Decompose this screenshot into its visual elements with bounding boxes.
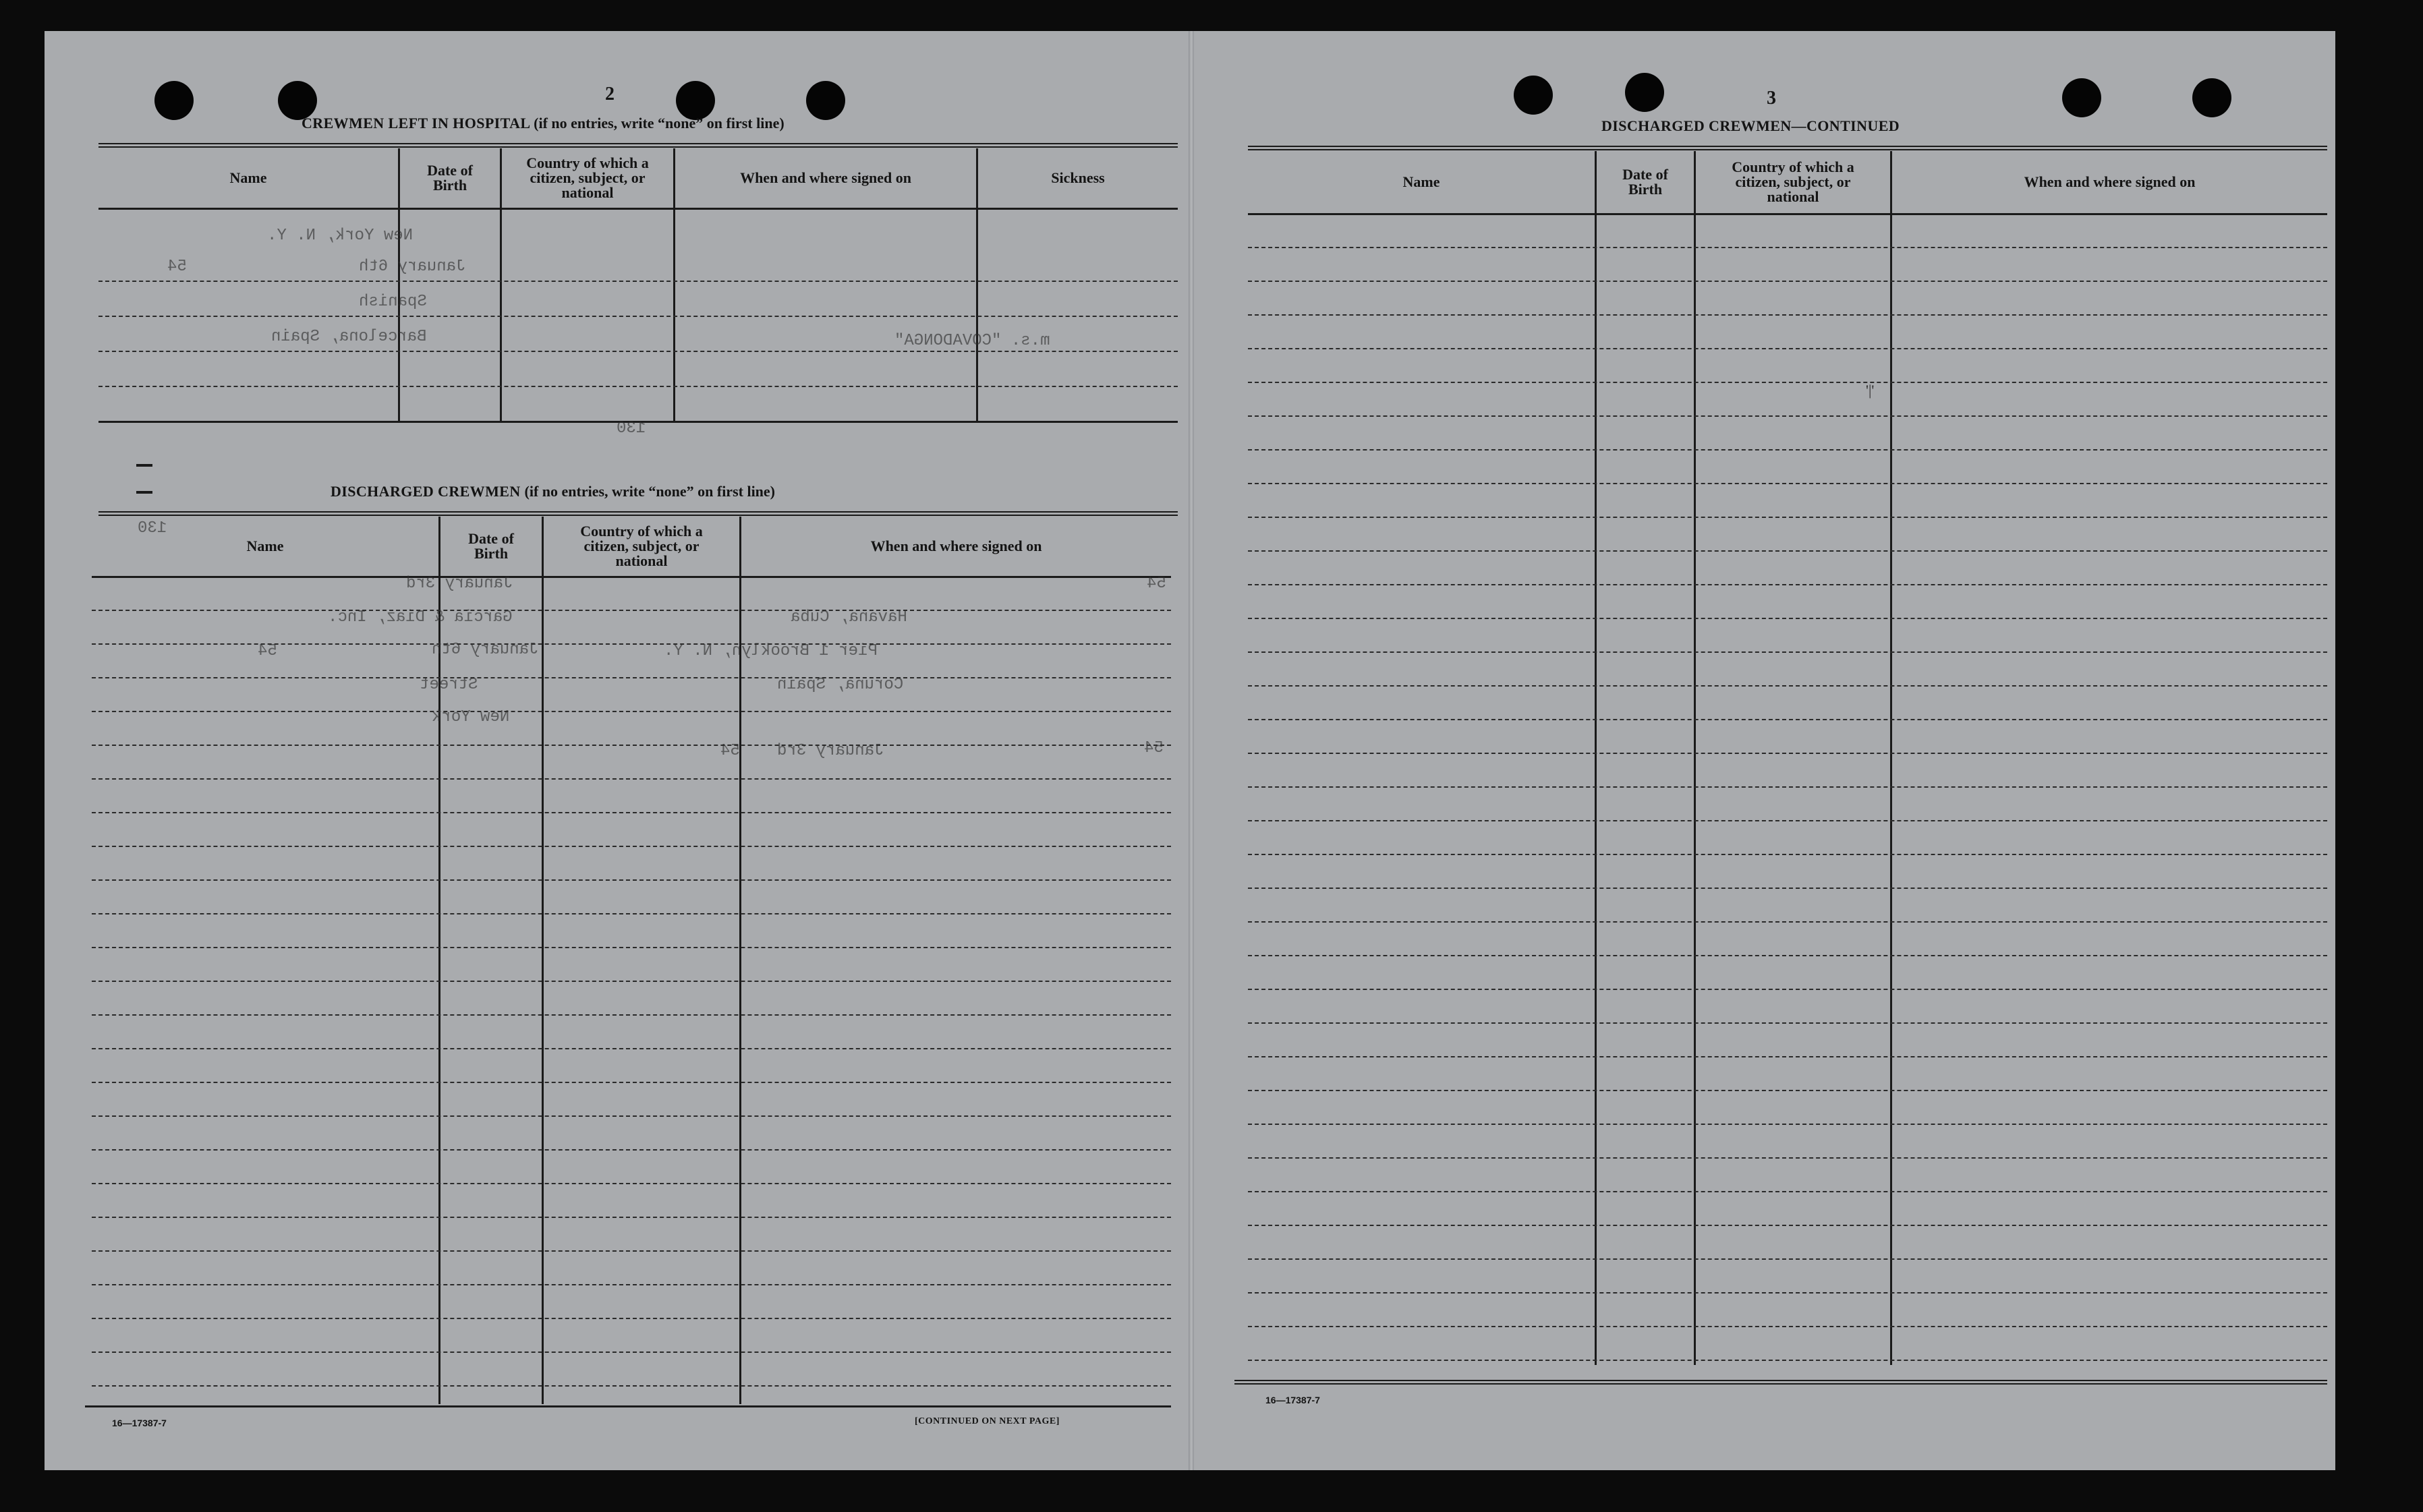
entry-line (1248, 1124, 2327, 1125)
entry-line (1248, 517, 2327, 518)
entry-line (92, 879, 1171, 881)
column-divider (1890, 151, 1892, 1365)
discharged-top-rule (98, 511, 1178, 516)
entry-line (1248, 854, 2327, 855)
bleed-through-number: 54 (167, 258, 187, 276)
entry-line (1248, 584, 2327, 585)
entry-line (92, 812, 1171, 813)
entry-line (1248, 989, 2327, 990)
entry-line (92, 1014, 1171, 1016)
column-divider (976, 148, 978, 422)
entry-line (92, 947, 1171, 948)
column-header-name: Name (229, 169, 267, 186)
discharged-title-note: (if no entries, write “none” on first line) (524, 483, 776, 500)
entry-line (1248, 820, 2327, 821)
entry-line (1248, 449, 2327, 450)
bleed-through-text: Spanish (359, 293, 427, 311)
entry-line (1248, 1191, 2327, 1192)
bleed-through-text: January 3rd (777, 742, 884, 760)
entry-line (98, 351, 1178, 352)
bleed-through-number: 130 (617, 419, 646, 438)
hospital-title-text: CREWMEN LEFT IN HOSPITAL (302, 115, 530, 132)
entry-line (1248, 618, 2327, 619)
column-divider (1595, 151, 1597, 1365)
column-header-country: Country of which a citizen, subject, or national (1732, 158, 1854, 205)
header-rule (98, 208, 1178, 210)
entry-line (1248, 786, 2327, 788)
punch-hole (1514, 76, 1553, 115)
bleed-through-number: 54 (720, 742, 740, 760)
entry-line (92, 1250, 1171, 1252)
entry-line (92, 745, 1171, 746)
discharged-title-text: DISCHARGED CREWMEN (331, 483, 521, 500)
left-page (45, 31, 1191, 1470)
entry-line (92, 711, 1171, 712)
entry-line (1248, 247, 2327, 248)
column-header-name: Name (246, 537, 284, 554)
entry-line (1248, 1090, 2327, 1091)
bleed-through-text: Street (420, 676, 478, 694)
entry-line (92, 643, 1171, 645)
entry-line (1248, 651, 2327, 653)
entry-line (1248, 281, 2327, 282)
column-divider (542, 517, 544, 1404)
bleed-through-text: January 3rd (406, 575, 513, 593)
entry-line (92, 1115, 1171, 1117)
bleed-through-text: Barcelona, Spain (271, 328, 427, 346)
bleed-through-number: 130 (138, 519, 167, 537)
continued-title-text: DISCHARGED CREWMEN—CONTINUED (1601, 117, 1900, 134)
entry-line (92, 1284, 1171, 1285)
column-divider (673, 148, 675, 422)
bleed-through-text: New York, N. Y. (267, 227, 414, 245)
bleed-through-text: January 6th (359, 258, 466, 276)
column-header-signed-on: When and where signed on (870, 537, 1042, 554)
entry-line (1248, 1326, 2327, 1327)
continued-section-title (1601, 117, 1900, 135)
entry-line (1248, 314, 2327, 316)
column-header-signed-on: When and where signed on (2024, 173, 2196, 190)
form-code: 16—17387-7 (112, 1418, 167, 1428)
entry-line (98, 316, 1178, 317)
hospital-top-rule (98, 143, 1178, 148)
entry-line (98, 281, 1178, 282)
punch-hole (1625, 73, 1664, 112)
page-bottom-rule (1234, 1380, 2327, 1385)
punch-hole (154, 81, 194, 120)
entry-line (98, 386, 1178, 387)
entry-line (92, 1217, 1171, 1218)
bleed-through-number: 54 (1144, 739, 1164, 757)
faint-mark: '|' (1866, 382, 1875, 399)
entry-line (1248, 719, 2327, 720)
header-rule (92, 576, 1171, 578)
entry-line (1248, 382, 2327, 383)
bleed-through-text: Pier 1 Brooklyn, N. Y. (664, 642, 878, 660)
punch-hole (2062, 78, 2101, 117)
entry-line (92, 1385, 1171, 1387)
entry-line (1248, 1258, 2327, 1260)
entry-line (1248, 921, 2327, 923)
column-header-date-of-birth: Date of Birth (427, 162, 473, 194)
entry-line (1248, 1225, 2327, 1226)
form-code: 16—17387-7 (1265, 1395, 1320, 1405)
continued-top-rule (1248, 146, 2327, 150)
entry-line (1248, 1157, 2327, 1159)
column-header-country: Country of which a citizen, subject, or national (526, 154, 649, 201)
entry-line (92, 846, 1171, 847)
column-header-date-of-birth: Date of Birth (468, 530, 514, 562)
column-header-sickness: Sickness (1051, 169, 1105, 186)
entry-line (92, 778, 1171, 780)
entry-line (92, 981, 1171, 982)
bleed-through-text: Coruna, Spain (777, 676, 904, 694)
punch-hole (2192, 78, 2231, 117)
margin-mark (136, 491, 152, 494)
entry-line (92, 1082, 1171, 1083)
entry-line (1248, 888, 2327, 889)
entry-line (1248, 1022, 2327, 1024)
entry-line (1248, 348, 2327, 349)
column-divider (500, 148, 502, 422)
page-number: 2 (605, 84, 615, 105)
entry-line (92, 1183, 1171, 1184)
hospital-title-note: (if no entries, write “none” on first line) (534, 115, 785, 132)
bleed-through-number: 54 (1147, 575, 1166, 593)
column-divider (1694, 151, 1696, 1365)
column-header-name: Name (1402, 173, 1440, 190)
page-number: 3 (1767, 88, 1776, 109)
entry-line (92, 1351, 1171, 1353)
entry-line (1248, 753, 2327, 754)
bleed-through-text: New York (432, 708, 510, 726)
entry-line (92, 1048, 1171, 1049)
entry-line (1248, 1056, 2327, 1057)
column-header-date-of-birth: Date of Birth (1622, 166, 1668, 198)
entry-line (92, 610, 1171, 611)
entry-line (1248, 415, 2327, 417)
continued-note: [CONTINUED ON NEXT PAGE] (915, 1416, 1060, 1426)
column-divider (398, 148, 400, 422)
entry-line (1248, 955, 2327, 956)
entry-line (92, 1149, 1171, 1151)
continued-table (1248, 151, 2327, 1365)
column-header-signed-on: When and where signed on (740, 169, 911, 186)
hospital-section-title (302, 115, 785, 132)
bleed-through-text: January 6th (432, 641, 539, 659)
entry-line (1248, 483, 2327, 484)
entry-line (1248, 1292, 2327, 1293)
discharged-table (92, 517, 1171, 1404)
header-rule (1248, 213, 2327, 215)
bleed-through-text: m.s. "COVADONGA" (894, 332, 1050, 350)
hospital-table (98, 148, 1178, 422)
entry-line (92, 1318, 1171, 1319)
bleed-through-text: Havana, Cuba (791, 608, 907, 627)
punch-hole (806, 81, 845, 120)
entry-line (1248, 550, 2327, 552)
entry-line (92, 913, 1171, 914)
bleed-through-text: Garcia & Diaz, Inc. (328, 608, 513, 627)
entry-line (1248, 685, 2327, 687)
document-sheet (45, 31, 2335, 1470)
page-bottom-rule (85, 1405, 1171, 1407)
margin-mark (136, 464, 152, 467)
column-header-country: Country of which a citizen, subject, or national (580, 523, 703, 569)
discharged-section-title (331, 483, 775, 500)
entry-line (1248, 1360, 2327, 1361)
right-page (1191, 31, 2335, 1470)
bleed-through-number: 54 (258, 642, 277, 660)
entry-line (92, 677, 1171, 678)
